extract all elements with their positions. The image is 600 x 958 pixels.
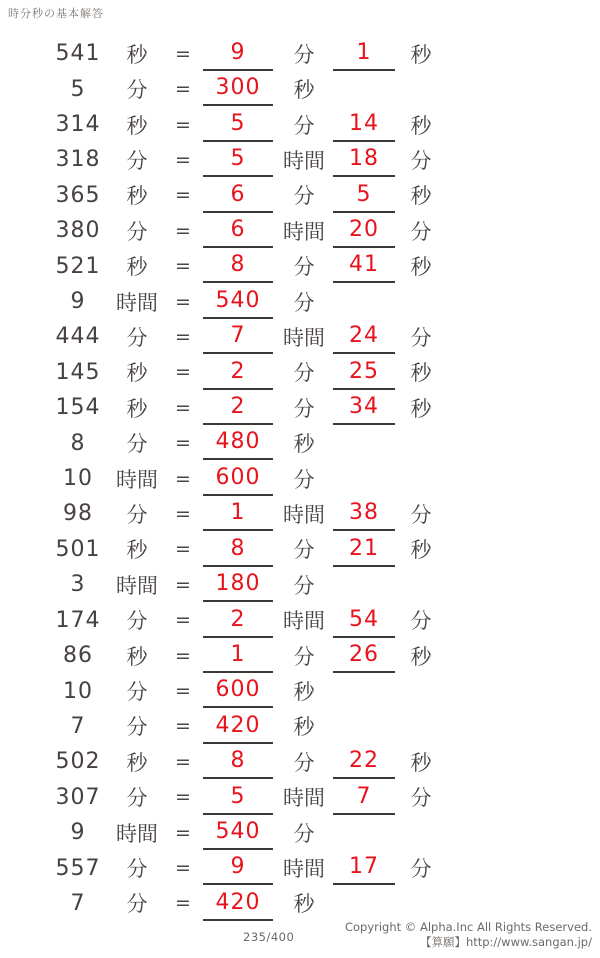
answer-unit-2: 分 [410, 786, 432, 811]
problem-unit: 秒 [126, 644, 148, 669]
worksheet-row [0, 709, 600, 744]
problem-value: 502 [55, 749, 101, 775]
problem-value: 318 [55, 147, 101, 173]
answer-blank-1: 8 [203, 744, 273, 779]
problem-unit: 分 [126, 680, 148, 705]
worksheet-row [0, 355, 600, 390]
answer-blank-1: 1 [203, 638, 273, 673]
problem-value: 174 [55, 607, 101, 633]
answer-blank-1: 540 [203, 284, 273, 319]
worksheet-row [0, 142, 600, 177]
answer-unit-1: 時間 [283, 502, 325, 527]
problem-value: 8 [70, 430, 86, 456]
answer-unit-1: 分 [293, 255, 315, 280]
equals-sign: = [175, 609, 191, 632]
answer-unit-2: 秒 [410, 255, 432, 280]
equals-sign: = [175, 786, 191, 809]
answer-unit-1: 分 [293, 113, 315, 138]
equals-sign: = [175, 538, 191, 561]
answer-unit-1: 時間 [283, 148, 325, 173]
worksheet-row [0, 319, 600, 354]
answer-blank-2: 24 [333, 319, 395, 354]
problem-value: 380 [55, 218, 101, 244]
answer-blank-2: 26 [333, 638, 395, 673]
answer-unit-2: 分 [410, 325, 432, 350]
problem-unit: 分 [126, 892, 148, 917]
equals-sign: = [175, 113, 191, 136]
worksheet-row [0, 425, 600, 460]
answer-blank-2: 18 [333, 142, 395, 177]
problem-unit: 分 [126, 432, 148, 457]
answer-unit-2: 秒 [410, 42, 432, 67]
answer-blank-1: 180 [203, 567, 273, 602]
worksheet-row [0, 603, 600, 638]
page-title: 時分秒の基本解答 [8, 7, 104, 20]
answer-unit-1: 分 [293, 361, 315, 386]
answer-blank-1: 6 [203, 213, 273, 248]
answer-unit-1: 時間 [283, 609, 325, 634]
page-number: 235/400 [243, 930, 295, 944]
problem-unit: 時間 [116, 467, 158, 492]
worksheet-row [0, 567, 600, 602]
problem-value: 557 [55, 855, 101, 881]
answer-blank-2: 7 [333, 780, 395, 815]
answer-blank-1: 2 [203, 355, 273, 390]
problem-value: 86 [63, 643, 93, 669]
equals-sign: = [175, 750, 191, 773]
problem-value: 9 [70, 289, 86, 315]
worksheet-row [0, 815, 600, 850]
equals-sign: = [175, 573, 191, 596]
problem-value: 365 [55, 182, 101, 208]
copyright-footer [345, 920, 592, 950]
problem-unit: 分 [126, 786, 148, 811]
problem-value: 3 [70, 572, 86, 598]
answer-blank-2: 5 [333, 178, 395, 213]
problem-value: 314 [55, 112, 101, 138]
problem-unit: 分 [126, 219, 148, 244]
answer-unit-2: 秒 [410, 750, 432, 775]
answer-blank-2: 38 [333, 496, 395, 531]
problem-unit: 秒 [126, 396, 148, 421]
answer-unit-1: 分 [293, 42, 315, 67]
problem-value: 5 [70, 76, 86, 102]
problem-unit: 分 [126, 148, 148, 173]
equals-sign: = [175, 821, 191, 844]
answer-blank-1: 6 [203, 178, 273, 213]
worksheet-row [0, 780, 600, 815]
answer-blank-1: 5 [203, 142, 273, 177]
answer-unit-1: 分 [293, 573, 315, 598]
worksheet-row [0, 850, 600, 885]
worksheet-row [0, 284, 600, 319]
equals-sign: = [175, 892, 191, 915]
answer-blank-1: 540 [203, 815, 273, 850]
worksheet-row [0, 638, 600, 673]
answer-blank-1: 5 [203, 107, 273, 142]
worksheet-row [0, 886, 600, 921]
answer-unit-2: 分 [410, 219, 432, 244]
answer-blank-2: 34 [333, 390, 395, 425]
worksheet-row [0, 213, 600, 248]
answer-unit-1: 時間 [283, 219, 325, 244]
answer-blank-2: 14 [333, 107, 395, 142]
problem-value: 521 [55, 253, 101, 279]
problem-unit: 分 [126, 857, 148, 882]
problem-unit: 秒 [126, 361, 148, 386]
answer-unit-2: 秒 [410, 361, 432, 386]
answer-blank-1: 8 [203, 532, 273, 567]
problem-unit: 分 [126, 78, 148, 103]
worksheet-row [0, 532, 600, 567]
answer-blank-1: 5 [203, 780, 273, 815]
worksheet-rows [0, 36, 600, 921]
problem-unit: 分 [126, 325, 148, 350]
answer-blank-1: 420 [203, 886, 273, 921]
worksheet-row [0, 744, 600, 779]
answer-unit-2: 秒 [410, 396, 432, 421]
problem-value: 7 [70, 890, 86, 916]
answer-unit-1: 分 [293, 184, 315, 209]
equals-sign: = [175, 255, 191, 278]
answer-blank-1: 1 [203, 496, 273, 531]
worksheet-row [0, 36, 600, 71]
answer-blank-2: 1 [333, 36, 395, 71]
problem-unit: 分 [126, 715, 148, 740]
problem-unit: 分 [126, 502, 148, 527]
answer-blank-2: 25 [333, 355, 395, 390]
answer-unit-1: 時間 [283, 857, 325, 882]
equals-sign: = [175, 715, 191, 738]
answer-unit-1: 時間 [283, 325, 325, 350]
answer-unit-2: 分 [410, 148, 432, 173]
problem-value: 10 [63, 678, 93, 704]
equals-sign: = [175, 325, 191, 348]
worksheet-row [0, 71, 600, 106]
problem-unit: 秒 [126, 113, 148, 138]
answer-unit-1: 分 [293, 821, 315, 846]
answer-blank-1: 420 [203, 709, 273, 744]
worksheet-row [0, 107, 600, 142]
worksheet-row [0, 673, 600, 708]
answer-blank-1: 9 [203, 36, 273, 71]
answer-unit-1: 秒 [293, 78, 315, 103]
worksheet-row [0, 248, 600, 283]
problem-unit: 時間 [116, 573, 158, 598]
answer-blank-1: 9 [203, 850, 273, 885]
equals-sign: = [175, 184, 191, 207]
answer-unit-1: 秒 [293, 680, 315, 705]
answer-blank-1: 600 [203, 461, 273, 496]
answer-unit-1: 秒 [293, 715, 315, 740]
equals-sign: = [175, 396, 191, 419]
problem-unit: 時間 [116, 821, 158, 846]
problem-value: 541 [55, 41, 101, 67]
copyright-line-1: Copyright © Alpha.Inc All Rights Reserved. [344, 920, 592, 934]
answer-blank-2: 21 [333, 532, 395, 567]
answer-unit-2: 分 [410, 502, 432, 527]
equals-sign: = [175, 432, 191, 455]
problem-value: 98 [63, 501, 93, 527]
problem-unit: 秒 [126, 42, 148, 67]
problem-value: 154 [55, 395, 101, 421]
copyright-line-2: 【算願】http://www.sangan.jp/ [419, 935, 592, 949]
problem-value: 10 [63, 466, 93, 492]
answer-unit-1: 分 [293, 290, 315, 315]
equals-sign: = [175, 78, 191, 101]
answer-blank-2: 54 [333, 603, 395, 638]
answer-unit-2: 秒 [410, 538, 432, 563]
equals-sign: = [175, 467, 191, 490]
worksheet-row [0, 496, 600, 531]
equals-sign: = [175, 857, 191, 880]
answer-blank-1: 2 [203, 603, 273, 638]
answer-blank-1: 8 [203, 248, 273, 283]
answer-unit-2: 秒 [410, 184, 432, 209]
worksheet-row [0, 461, 600, 496]
problem-value: 9 [70, 820, 86, 846]
answer-unit-1: 分 [293, 467, 315, 492]
answer-unit-1: 分 [293, 396, 315, 421]
equals-sign: = [175, 680, 191, 703]
equals-sign: = [175, 290, 191, 313]
problem-value: 501 [55, 536, 101, 562]
answer-unit-1: 分 [293, 750, 315, 775]
answer-unit-2: 分 [410, 857, 432, 882]
answer-unit-1: 時間 [283, 786, 325, 811]
problem-value: 444 [55, 324, 101, 350]
equals-sign: = [175, 361, 191, 384]
equals-sign: = [175, 148, 191, 171]
answer-blank-1: 300 [203, 71, 273, 106]
problem-unit: 秒 [126, 255, 148, 280]
answer-blank-1: 2 [203, 390, 273, 425]
answer-blank-2: 22 [333, 744, 395, 779]
answer-blank-1: 7 [203, 319, 273, 354]
answer-blank-1: 480 [203, 425, 273, 460]
worksheet-row [0, 390, 600, 425]
equals-sign: = [175, 42, 191, 65]
answer-blank-1: 600 [203, 673, 273, 708]
problem-value: 307 [55, 784, 101, 810]
equals-sign: = [175, 219, 191, 242]
answer-unit-1: 秒 [293, 892, 315, 917]
answer-unit-2: 秒 [410, 113, 432, 138]
problem-unit: 秒 [126, 538, 148, 563]
problem-value: 145 [55, 359, 101, 385]
problem-value: 7 [70, 713, 86, 739]
answer-unit-2: 分 [410, 609, 432, 634]
problem-unit: 秒 [126, 750, 148, 775]
answer-blank-2: 41 [333, 248, 395, 283]
problem-unit: 分 [126, 609, 148, 634]
answer-unit-2: 秒 [410, 644, 432, 669]
answer-unit-1: 分 [293, 538, 315, 563]
worksheet [0, 36, 600, 921]
equals-sign: = [175, 644, 191, 667]
problem-unit: 秒 [126, 184, 148, 209]
answer-blank-2: 20 [333, 213, 395, 248]
worksheet-row [0, 178, 600, 213]
problem-unit: 時間 [116, 290, 158, 315]
answer-unit-1: 秒 [293, 432, 315, 457]
equals-sign: = [175, 502, 191, 525]
answer-blank-2: 17 [333, 850, 395, 885]
answer-unit-1: 分 [293, 644, 315, 669]
